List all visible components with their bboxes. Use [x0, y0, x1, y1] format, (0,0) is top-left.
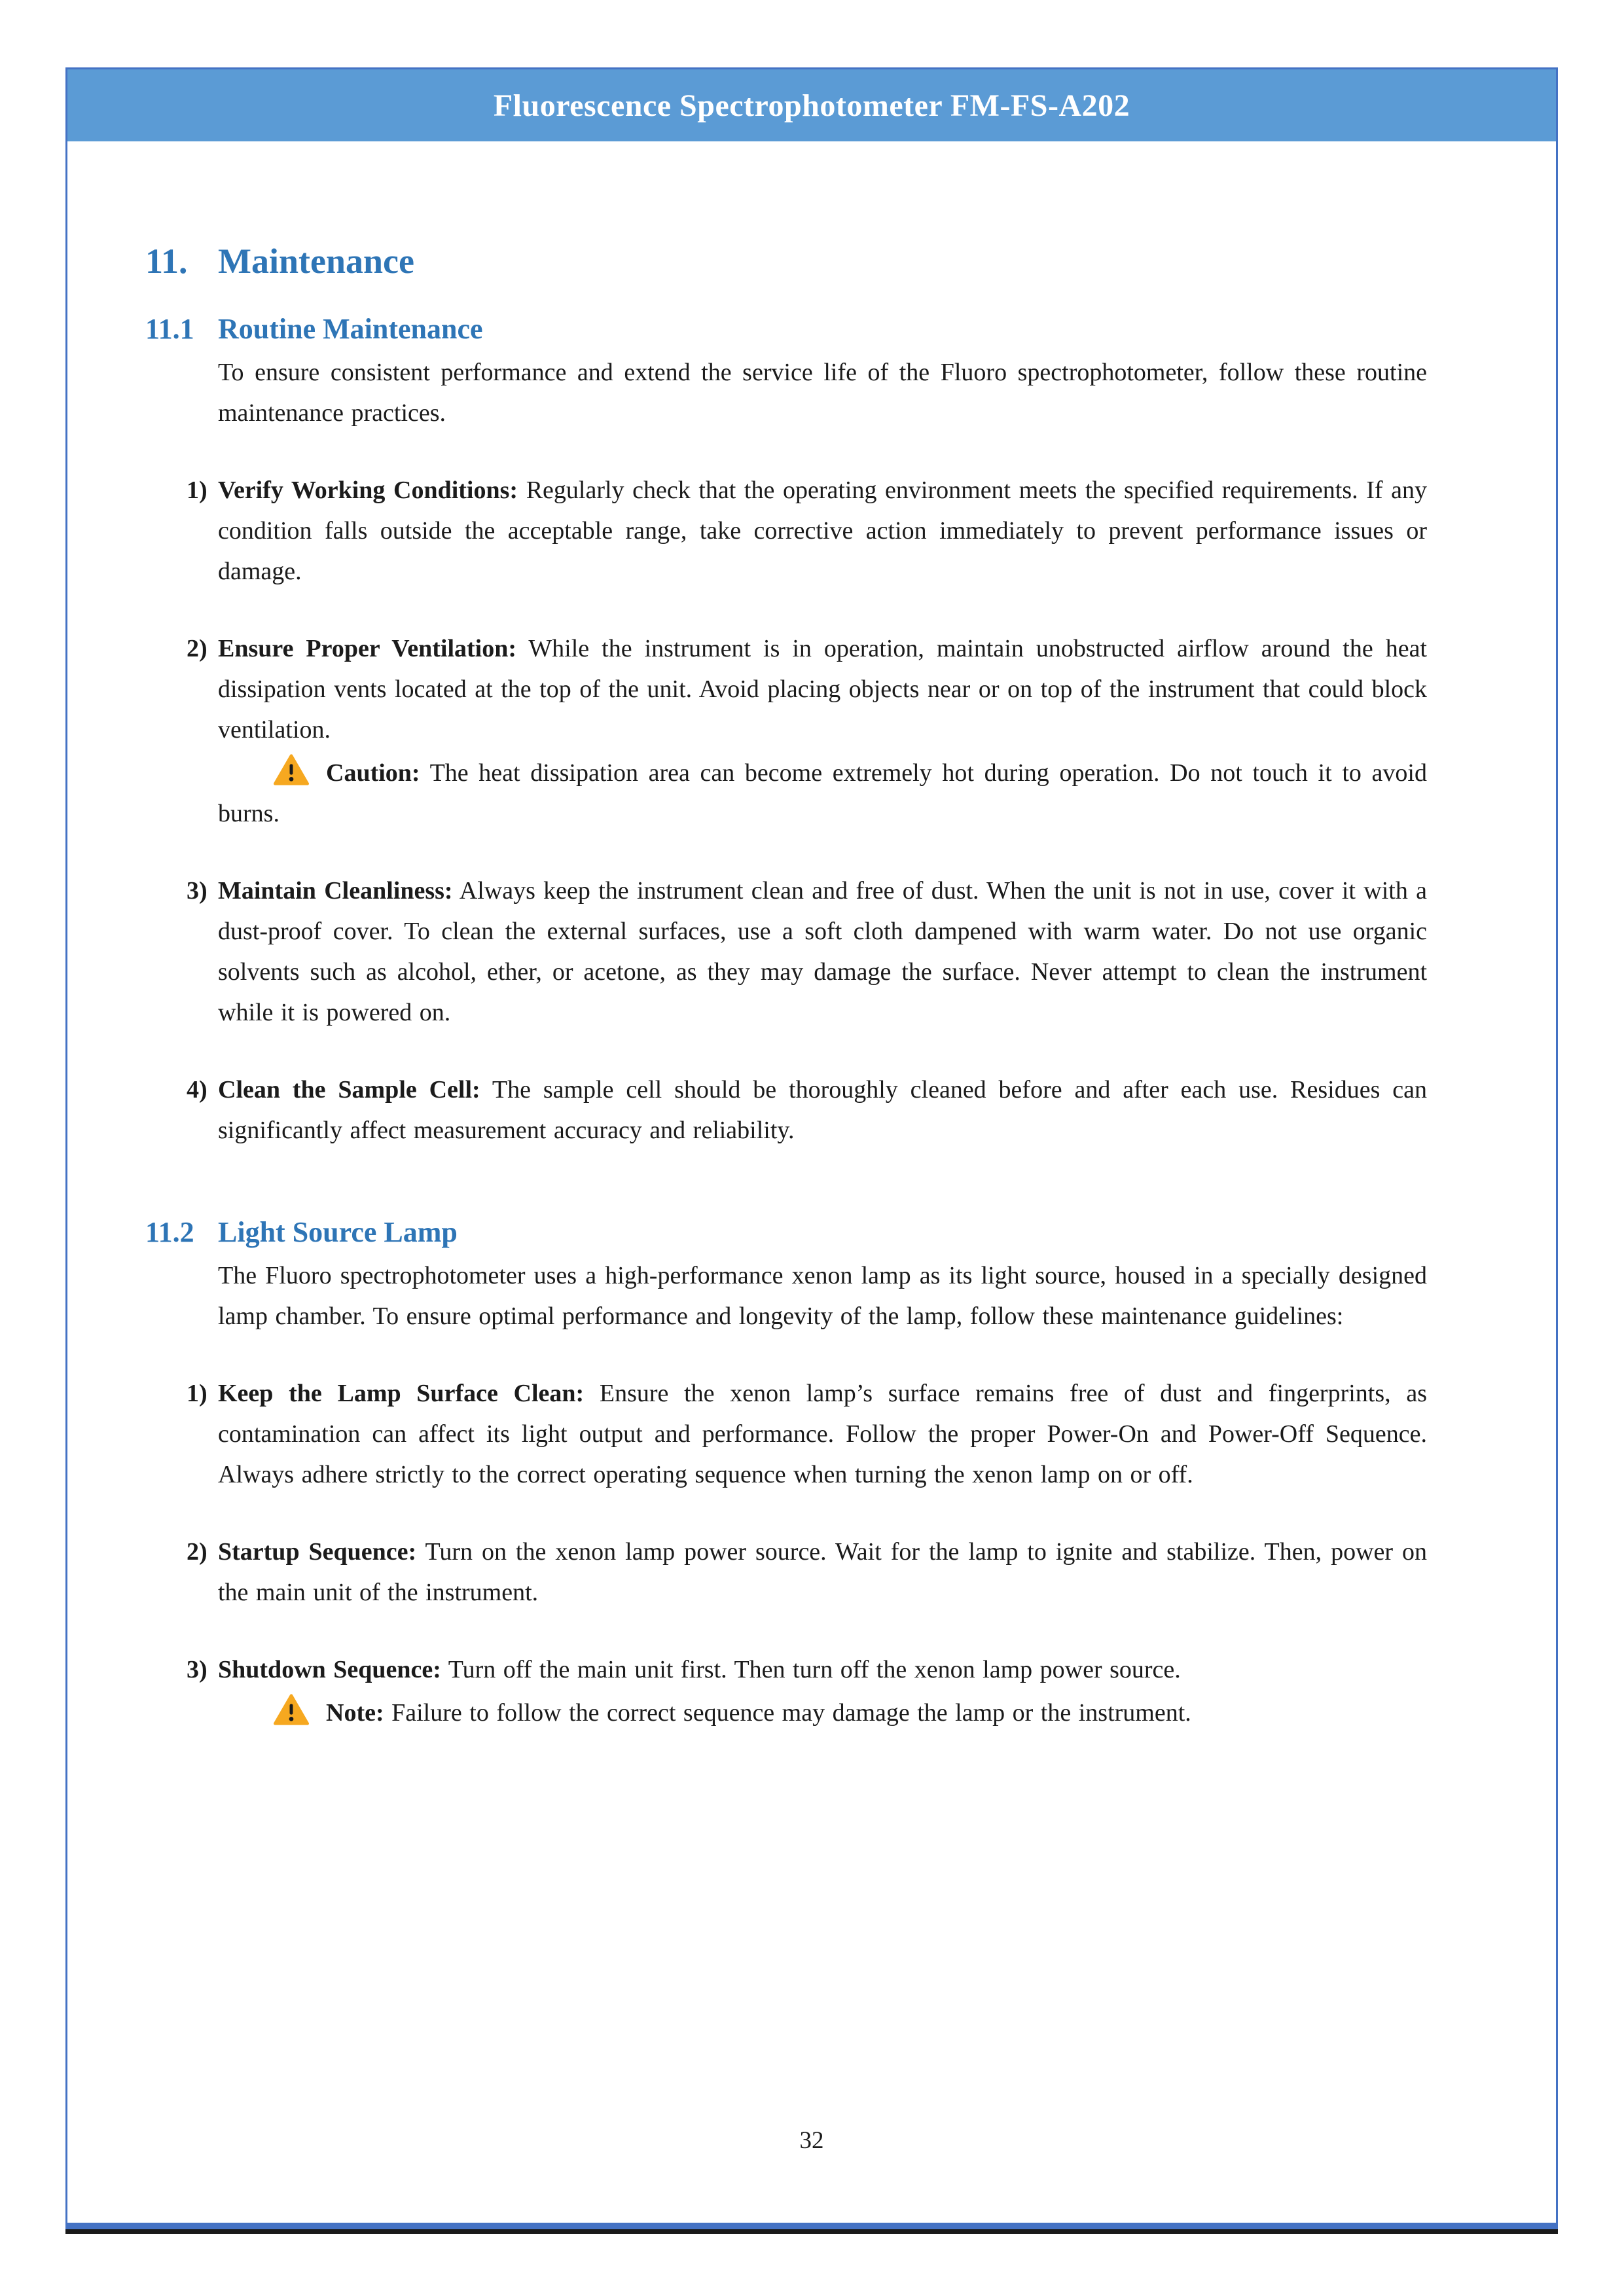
page-number: 32	[799, 2127, 824, 2154]
section-number: 11.2	[145, 1216, 194, 1248]
note-label: Note:	[326, 1699, 384, 1727]
section-title: Maintenance	[218, 242, 414, 281]
list-item-body	[218, 1373, 1427, 1495]
caution-callout	[218, 753, 1427, 834]
list-item-text: Regularly check that the operating environment meets the specified requirements. If any condition falls outside the acceptable range, take corrective action immediately to prevent performance issues or damage.	[218, 476, 1428, 585]
footer-bar	[65, 2223, 1558, 2234]
caution-label: Caution:	[326, 759, 420, 787]
list-item-body	[218, 1069, 1427, 1151]
list-item-number: 3)	[187, 1656, 208, 1683]
list-item	[67, 470, 1427, 592]
list-item-label: Startup Sequence:	[218, 1538, 417, 1566]
section-intro-paragraph: To ensure consistent performance and extend the service life of the Fluoro spectrophotometer, follow these routine maintenance practices.	[218, 359, 1427, 427]
list-item-label: Shutdown Sequence:	[218, 1656, 441, 1683]
list-item-text: Turn off the main unit first. Then turn off the xenon lamp power source.	[448, 1656, 1181, 1683]
section-intro-paragraph: The Fluoro spectrophotometer uses a high-performance xenon lamp as its light source, housed in a specially designed lamp chamber. To ensure optimal performance and longevity of the lamp, follow these maintenance guidelines:	[218, 1262, 1427, 1330]
list-item-text: The sample cell should be thoroughly cleaned before and after each use. Residues can significantly affect measurement accuracy and reliability.	[218, 1076, 1427, 1144]
note-callout	[218, 1693, 1427, 1733]
list-item-body	[218, 870, 1427, 1033]
section-heading-11	[67, 238, 1427, 284]
list-item-paragraph	[218, 628, 1427, 750]
list-item	[67, 870, 1427, 1033]
page-content	[67, 238, 1556, 1733]
list-item	[67, 628, 1427, 834]
list-item-body	[218, 1532, 1427, 1613]
list-item-label: Maintain Cleanliness:	[218, 877, 453, 905]
list-item-paragraph	[218, 870, 1427, 1033]
list-item-text: Ensure the xenon lamp’s surface remains free of dust and fingerprints, as contamination can affect its light output and performance. Follow the proper Power-On and Power-Off Sequence. Always adhere strictly to the correct operating sequence when turning the xenon lamp on or off.	[218, 1380, 1427, 1488]
list-item-number: 2)	[187, 1538, 208, 1566]
list-item-number: 3)	[187, 877, 208, 905]
page-title: Fluorescence Spectrophotometer FM-FS-A202	[493, 88, 1130, 123]
list-item-text: While the instrument is in operation, maintain unobstructed airflow around the heat dissipation vents located at the top of the unit. Avoid placing objects near or on top of the instrument that could block ventilation.	[218, 635, 1427, 744]
warning-icon	[274, 753, 309, 786]
warning-icon	[274, 1693, 309, 1726]
list-item-paragraph	[218, 1069, 1427, 1151]
section-heading-11-1	[67, 310, 1427, 348]
list-item	[67, 1373, 1427, 1495]
section-title: Routine Maintenance	[218, 313, 483, 345]
list-item-label: Ensure Proper Ventilation:	[218, 635, 517, 662]
list-item-paragraph	[218, 1532, 1427, 1613]
list-item-body	[218, 470, 1427, 592]
list-item-body	[218, 628, 1427, 834]
list-item-text: Always keep the instrument clean and free of dust. When the unit is not in use, cover it with a dust-proof cover. To clean the external surfaces, use a soft cloth dampened with warm water. Do not use organic solvents such as alcohol, ether, or acetone, as they may damage the surface. Never attempt to clean the instrument while it is powered on.	[218, 877, 1428, 1026]
caution-text: The heat dissipation area can become extremely hot during operation. Do not touch it to avoid burns.	[218, 759, 1427, 827]
list-item-paragraph	[218, 1649, 1427, 1690]
section-title: Light Source Lamp	[218, 1216, 458, 1248]
list-item-label: Clean the Sample Cell:	[218, 1076, 480, 1103]
list-item	[67, 1069, 1427, 1151]
list-item-number: 2)	[187, 635, 208, 662]
list-item-paragraph	[218, 1373, 1427, 1495]
list-item-text: Turn on the xenon lamp power source. Wait for the lamp to ignite and stabilize. Then, power on the main unit of the instrument.	[218, 1538, 1427, 1606]
list-item-paragraph	[218, 470, 1427, 592]
list-item-label: Keep the Lamp Surface Clean:	[218, 1380, 585, 1407]
section-number: 11.	[145, 242, 188, 281]
header-bar	[67, 69, 1556, 141]
list-item-number: 1)	[187, 1380, 208, 1407]
section-heading-11-2	[67, 1213, 1427, 1251]
list-item-body	[218, 1649, 1427, 1733]
list-item-label: Verify Working Conditions:	[218, 476, 518, 504]
list-item-number: 1)	[187, 476, 208, 504]
list-item-number: 4)	[187, 1076, 208, 1103]
manual-page	[65, 67, 1558, 2234]
list-item	[67, 1532, 1427, 1613]
note-text: Failure to follow the correct sequence may damage the lamp or the instrument.	[391, 1699, 1191, 1727]
section-number: 11.1	[145, 313, 194, 345]
list-item	[67, 1649, 1427, 1733]
